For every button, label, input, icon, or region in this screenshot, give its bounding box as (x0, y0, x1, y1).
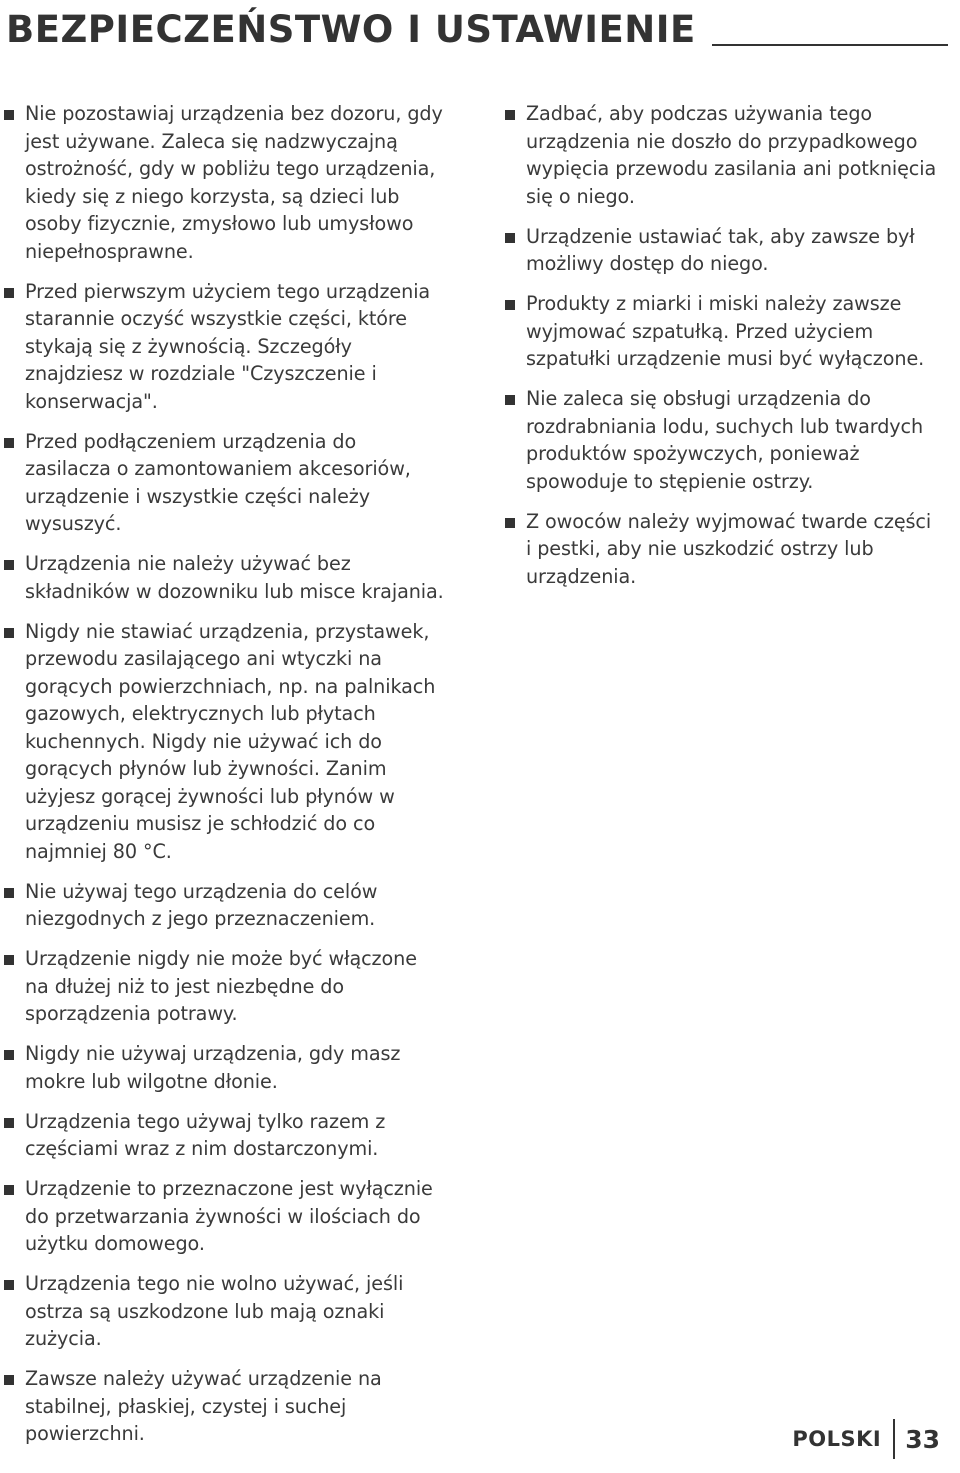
square-bullet-icon (4, 560, 14, 570)
square-bullet-icon (4, 888, 14, 898)
list-item (505, 508, 941, 591)
square-bullet-icon (505, 110, 515, 120)
list-item (4, 1040, 444, 1095)
square-bullet-icon (4, 288, 14, 298)
list-item (505, 100, 941, 210)
list-item (505, 290, 941, 373)
square-bullet-icon (505, 518, 515, 528)
list-item (4, 618, 444, 866)
list-item-text: Zawsze należy używać urządzenie na stabilnej, płaskiej, czystej i suchej powierzchni. (25, 1367, 382, 1445)
list-item (505, 385, 941, 495)
list-item-text: Przed podłączeniem urządzenia do zasilacza o zamontowaniem akcesoriów, urządzenie i wszystkie części należy wysuszyć. (25, 429, 411, 535)
list-item (4, 1270, 444, 1353)
list-item-text: Przed pierwszym użyciem tego urządzenia starannie oczyść wszystkie części, które stykają się z żywnością. Szczegóły znajdziesz w rozdziale "Czyszczenie i konserwacja". (25, 279, 431, 413)
page-number: 33 (905, 1424, 940, 1454)
page-footer (792, 1419, 940, 1459)
list-item (4, 428, 444, 538)
list-item-text: Zadbać, aby podczas używania tego urządzenia nie doszło do przypadkowego wypięcia przewodu zasilania ani potknięcia się o niego. (526, 102, 937, 208)
list-item (4, 1175, 444, 1258)
square-bullet-icon (4, 438, 14, 448)
square-bullet-icon (4, 1050, 14, 1060)
list-item (4, 945, 444, 1028)
list-item-text: Nigdy nie używaj urządzenia, gdy masz mokre lub wilgotne dłonie. (25, 1042, 401, 1093)
list-item-text: Urządzenie to przeznaczone jest wyłącznie do przetwarzania żywności w ilościach do użytku domowego. (25, 1177, 433, 1255)
list-item-text: Nie pozostawiaj urządzenia bez dozoru, gdy jest używane. Zaleca się nadzwyczajną ostrożność, gdy w pobliżu tego urządzenia, kiedy się z niego korzysta, są dzieci lub osoby fizycznie, zmysłowo lub umysłowo niepełnosprawne. (25, 102, 443, 263)
header-rule (712, 44, 948, 46)
list-item-text: Z owoców należy wyjmować twarde części i pestki, aby nie uszkodzić ostrzy lub urządzenia. (526, 509, 932, 588)
square-bullet-icon (505, 300, 515, 310)
square-bullet-icon (4, 628, 14, 638)
square-bullet-icon (4, 1118, 14, 1128)
list-item-text: Urządzenia nie należy używać bez składników w dozowniku lub misce krajania. (25, 552, 444, 603)
list-item-text: Nie zaleca się obsługi urządzenia do rozdrabniania lodu, suchych lub twardych produktów spożywczych, ponieważ spowoduje to stępienie ostrzy. (526, 387, 924, 493)
list-item (4, 1365, 444, 1448)
right-column (505, 100, 941, 603)
list-item (505, 223, 941, 278)
list-item-text: Nie używaj tego urządzenia do celów niezgodnych z jego przeznaczeniem. (25, 879, 378, 930)
list-item (4, 550, 444, 605)
footer-language: POLSKI (792, 1427, 882, 1451)
page-header (6, 6, 948, 54)
square-bullet-icon (505, 395, 515, 405)
square-bullet-icon (4, 955, 14, 965)
list-item-text: Urządzenia tego nie wolno używać, jeśli ostrza są uszkodzone lub mają oznaki zużycia. (25, 1272, 404, 1350)
list-item-text: Urządzenie ustawiać tak, aby zawsze był możliwy dostęp do niego. (526, 224, 915, 275)
footer-divider (893, 1419, 895, 1459)
square-bullet-icon (4, 1375, 14, 1385)
square-bullet-icon (4, 1185, 14, 1195)
square-bullet-icon (4, 110, 14, 120)
left-column (4, 100, 444, 1460)
list-item-text: Urządzenia tego używaj tylko razem z częściami wraz z nim dostarczonymi. (25, 1109, 386, 1160)
square-bullet-icon (505, 233, 515, 243)
list-item (4, 878, 444, 933)
list-item (4, 1108, 444, 1163)
list-item-text: Produkty z miarki i miski należy zawsze wyjmować szpatułką. Przed użyciem szpatułki urządzenie musi być wyłączone. (526, 292, 925, 370)
list-item-text: Urządzenie nigdy nie może być włączone na dłużej niż to jest niezbędne do sporządzenia potrawy. (25, 947, 417, 1025)
list-item (4, 100, 444, 265)
list-item (4, 278, 444, 416)
square-bullet-icon (4, 1280, 14, 1290)
list-item-text: Nigdy nie stawiać urządzenia, przystawek, przewodu zasilającego ani wtyczki na gorących powierzchniach, np. na palnikach gazowych, elektrycznych lub płytach kuchennych. Nigdy nie używać ich do gorących płynów lub żywności. Zanim użyjesz gorącej żywności lub płynów w urządzeniu musisz je schłodzić do co najmniej 80 °C. (25, 619, 436, 863)
page-title: BEZPIECZEŃSTWO I USTAWIENIE (6, 8, 696, 51)
